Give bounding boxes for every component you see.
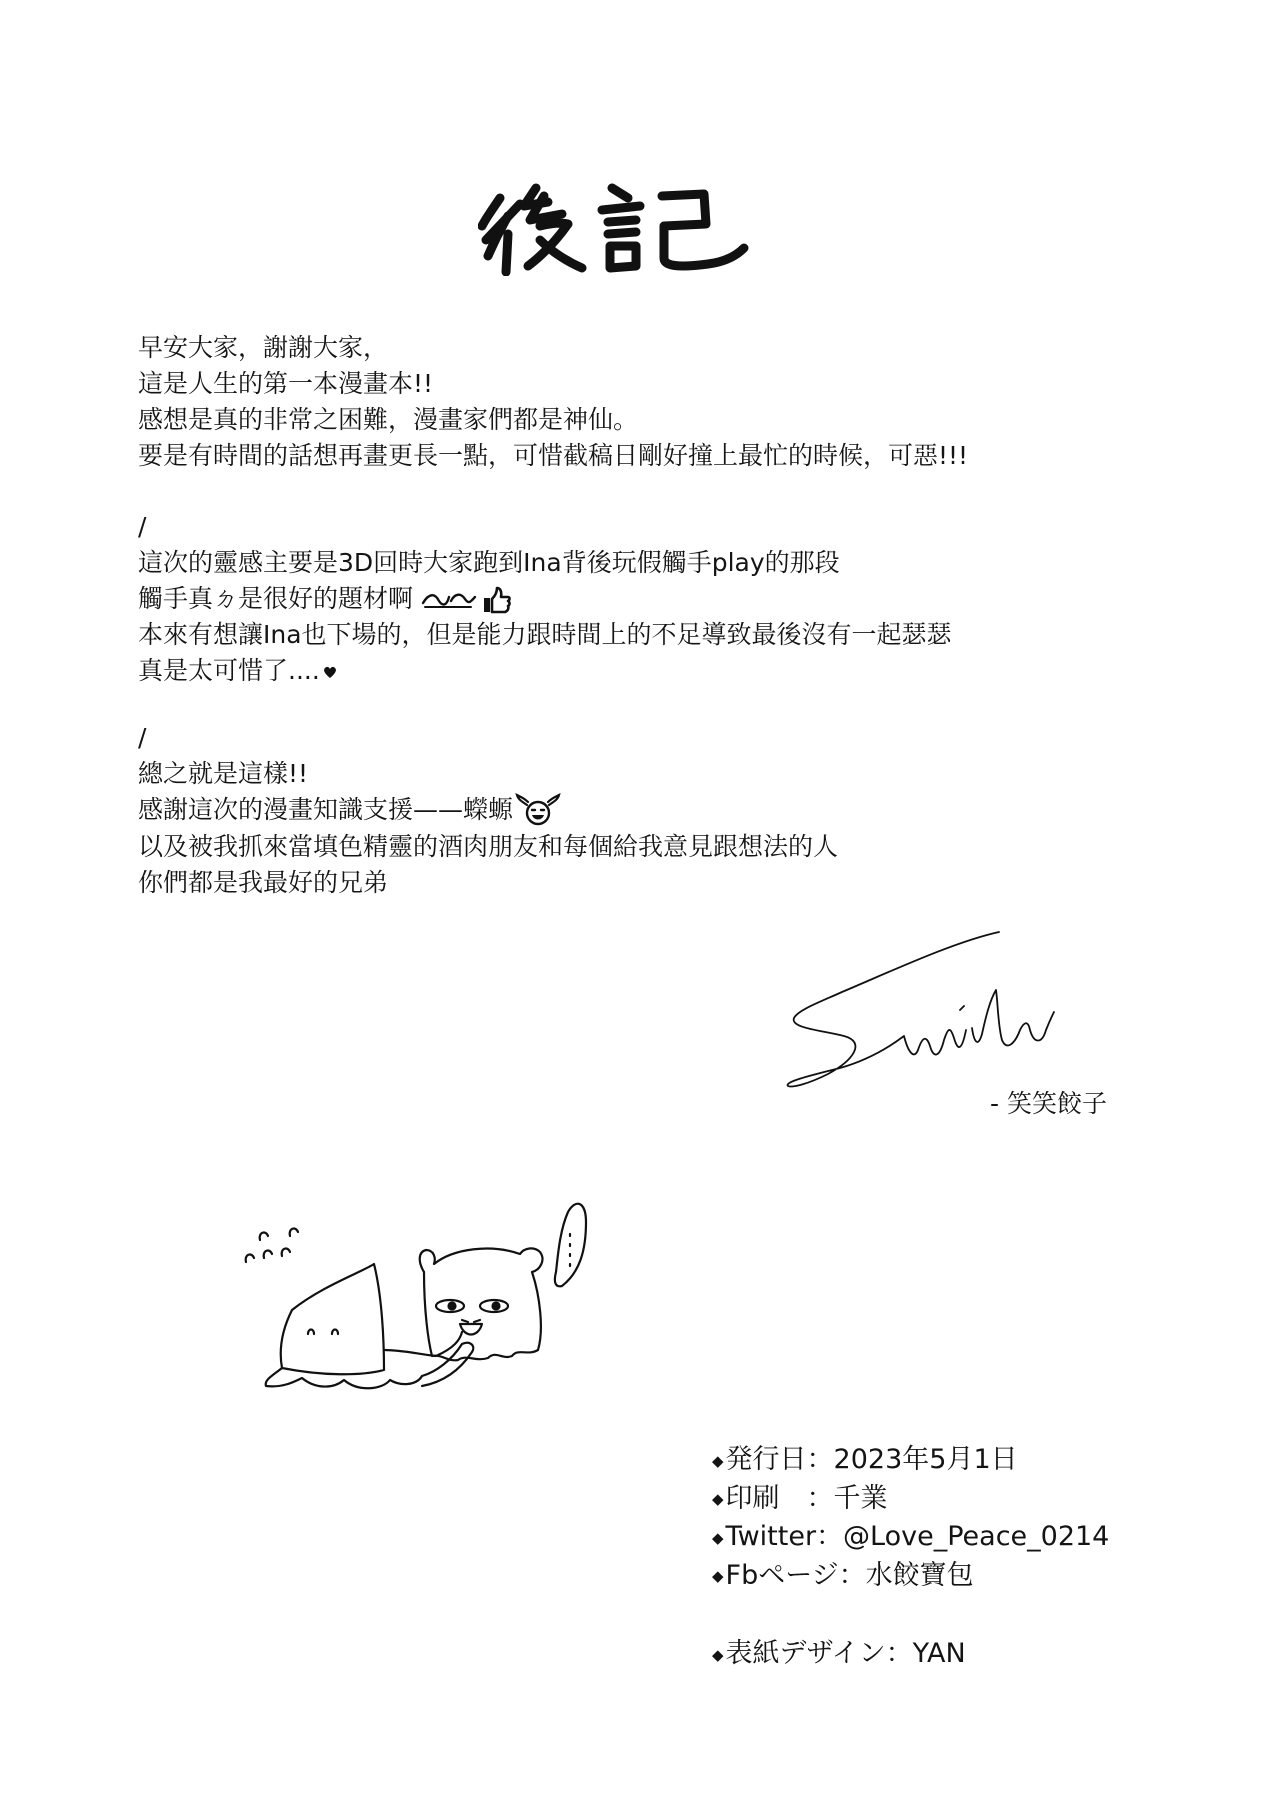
signature-name: - 笑笑餃子 [990, 1089, 1107, 1118]
text-line: 這次的靈感主要是3D回時大家跑到Ina背後玩假觸手play的那段 [138, 548, 840, 577]
text-line: 以及被我抓來當填色精靈的酒肉朋友和每個給我意見跟想法的人 [138, 832, 839, 861]
bullet-icon: ◆ [712, 1451, 724, 1470]
twitter-handle: Twitter：@Love_Peace_0214 [725, 1521, 1110, 1552]
wave-doodle-icon [421, 589, 477, 611]
winged-face-icon [515, 793, 561, 829]
heart-icon [322, 664, 338, 680]
bullet-icon: ◆ [712, 1645, 724, 1664]
mascot-illustration [222, 1200, 722, 1530]
thumbs-up-icon [481, 585, 511, 615]
printer: 印刷 ：千業 [725, 1482, 888, 1514]
paragraph-thanks [138, 720, 838, 901]
colophon-spacer [712, 1595, 1109, 1635]
text-line: 早安大家，謝謝大家， [138, 333, 389, 362]
separator-slash: / [138, 723, 147, 752]
text-line: 感想是真的非常之困難，漫畫家們都是神仙。 [138, 405, 639, 434]
cover-design: 表紙デザイン：YAN [725, 1638, 966, 1669]
text-line: 這是人生的第一本漫畫本!! [138, 369, 434, 398]
colophon-row [712, 1557, 1109, 1596]
facebook-page: Fbページ：水餃寶包 [725, 1559, 974, 1591]
text-line [138, 581, 952, 617]
text-line [138, 653, 952, 689]
colophon-row [712, 1518, 1109, 1557]
paragraph-inspiration [138, 509, 952, 689]
bullet-icon: ◆ [712, 1567, 724, 1585]
colophon-row [712, 1480, 1109, 1519]
colophon-row [712, 1441, 1109, 1480]
bullet-icon: ◆ [712, 1490, 724, 1508]
text-line: 要是有時間的話想再畫更長一點，可惜截稿日剛好撞上最忙的時候，可惡!!! [138, 441, 969, 470]
text-fragment: 感謝這次的漫畫知識支援——蠑螈 [138, 795, 514, 824]
colophon-row [712, 1635, 1109, 1674]
signature-scribble [784, 930, 1124, 1110]
bullet-icon: ◆ [712, 1528, 724, 1547]
text-line: 本來有想讓Ina也下場的，但是能力跟時間上的不足導致最後沒有一起瑟瑟 [138, 620, 952, 649]
publish-date: 発行日：2023年5月1日 [725, 1444, 1018, 1475]
text-line: 總之就是這樣!! [138, 759, 309, 788]
colophon [712, 1441, 1109, 1674]
paragraph-greeting [138, 330, 968, 474]
text-line [138, 792, 838, 829]
page-title [478, 176, 750, 276]
text-fragment: 觸手真ㄉ是很好的題材啊 [138, 584, 414, 613]
separator-slash: / [138, 512, 147, 541]
text-fragment: 真是太可惜了.... [138, 656, 320, 685]
text-line: 你們都是我最好的兄弟 [138, 868, 389, 897]
